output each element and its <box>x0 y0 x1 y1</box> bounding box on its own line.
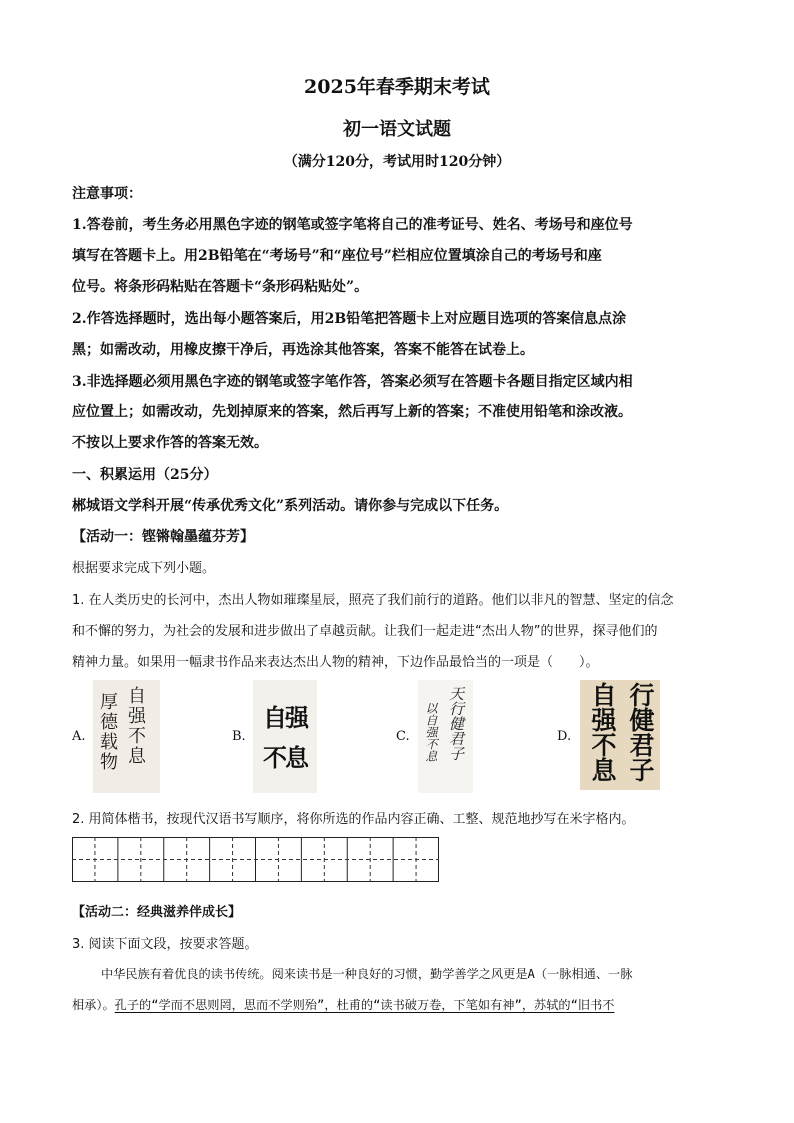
notice-heading: 注意事项： <box>72 186 142 202</box>
activity-two-heading: 【活动二：经典滋养伴成长】 <box>72 905 242 920</box>
option-a-calligraphy-image <box>93 680 160 793</box>
score-note: （满分120分，考试用时120分钟） <box>283 154 511 170</box>
notice-line: 填写在答题卡上。用2B铅笔在“考场号”和“座位号”栏相应位置填涂自己的考场号和座 <box>72 248 602 264</box>
option-a-column-left: 厚德载物 <box>97 692 118 772</box>
question-1-line: 精神力量。如果用一幅隶书作品来表达杰出人物的精神，下边作品最恰当的一项是（ ）。 <box>72 655 599 670</box>
option-a-label[interactable]: A. <box>72 729 86 744</box>
notice-line: 3.非选择题必须用黑色字迹的钢笔或签字笔作答，答案必须写在答题卡各题目指定区域内相 <box>72 374 633 390</box>
question-2: 2. 用简体楷书，按现代汉语书写顺序，将你所选的作品内容正确、工整、规范地抄写在米字格内。 <box>72 812 635 827</box>
question-1-line: 和不懈的努力，为社会的发展和进步做出了卓越贡献。让我们一起走进“杰出人物”的世界，探寻他们的 <box>72 624 658 639</box>
option-b-calligraphy-image <box>253 680 317 793</box>
section-heading: 一、积累运用（25分） <box>72 467 218 483</box>
passage-underlined: 孔子的“学而不思则罔，思而不学则殆”，杜甫的“读书破万卷，下笔如有神”，苏轼的“旧书不 <box>114 998 615 1012</box>
notice-line: 应位置上；如需改动，先划掉原来的答案，然后再写上新的答案；不准使用铅笔和涂改液。 <box>72 404 632 420</box>
notice-line: 黑；如需改动，用橡皮擦干净后，再选涂其他答案，答案不能答在试卷上。 <box>72 342 534 358</box>
notice-line: 2.作答选择题时，选出每小题答案后，用2B铅笔把答题卡上对应题目选项的答案信息点涂 <box>72 311 627 327</box>
notice-line: 1.答卷前，考生务必用黑色字迹的钢笔或签字笔将自己的准考证号、姓名、考场号和座位号 <box>72 217 633 233</box>
option-a-column-right: 自强不息 <box>125 686 146 766</box>
activity-one-heading: 【活动一：铿锵翰墨蕴芬芳】 <box>72 529 254 545</box>
option-c-label[interactable]: C. <box>396 729 410 744</box>
option-b-bottom-row: 不息 <box>263 743 307 772</box>
option-d-column-right: 行健君子 <box>626 682 655 782</box>
answer-grid-lines <box>72 837 439 882</box>
exam-title: 2025年春季期末考试 <box>304 76 490 98</box>
passage-line: 中华民族有着优良的读书传统。阅来读书是一种良好的习惯，勤学善学之风更是A（一脉相通、一脉 <box>101 967 633 981</box>
notice-line: 不按以上要求作答的答案无效。 <box>72 435 268 451</box>
notice-line: 位号。将条形码粘贴在答题卡“条形码粘贴处”。 <box>72 279 369 295</box>
instruction: 根据要求完成下列小题。 <box>72 561 216 576</box>
exam-subtitle: 初一语文试题 <box>343 119 451 140</box>
passage-plain: 相承）。 <box>72 998 115 1012</box>
question-1-line: 1. 在人类历史的长河中，杰出人物如璀璨星辰，照亮了我们前行的道路。他们以非凡的智慧、坚定的信念 <box>72 593 674 608</box>
option-d-label[interactable]: D. <box>557 729 572 744</box>
option-b-label[interactable]: B. <box>232 729 246 744</box>
section-intro: 郴城语文学科开展“传承优秀文化”系列活动。请你参与完成以下任务。 <box>72 498 509 514</box>
option-d-column-left: 自强不息 <box>588 682 617 782</box>
option-c-column-left: 以自强不息 <box>424 702 438 762</box>
answer-grid[interactable] <box>72 837 439 882</box>
question-3: 3. 阅读下面文段，按要求答题。 <box>72 937 258 952</box>
option-b-top-row: 自强 <box>263 703 307 732</box>
passage-line <box>72 996 614 1013</box>
option-d-calligraphy-image <box>580 680 660 790</box>
option-c-calligraphy-image <box>418 680 473 793</box>
option-c-column-right: 天行健君子 <box>447 686 465 761</box>
